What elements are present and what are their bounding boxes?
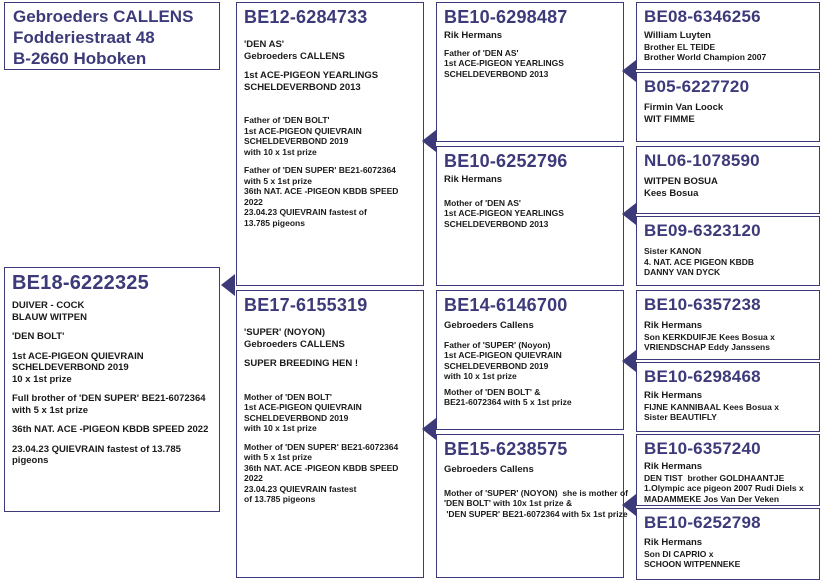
grandsire-maternal-ring: BE14-6146700: [444, 295, 568, 315]
owner-city: B-2660 Hoboken: [13, 49, 147, 68]
subject-name: 'DEN BOLT': [12, 331, 65, 342]
dam-mother-of: Mother of 'DEN BOLT' 1st ACE-PIGEON QUIEVRAIN SCHELDEVERBOND 2019 with 10 x 1st prize: [244, 391, 362, 433]
ggp-4-card: [636, 216, 820, 286]
arrow-gp2-icon: [622, 203, 636, 225]
ggp-1-owner: William Luyten: [644, 30, 711, 41]
dam-card: [236, 290, 424, 578]
subject-achievement: 1st ACE-PIGEON QUIEVRAIN SCHELDEVERBOND 2019 10 x 1st prize: [12, 350, 144, 385]
ggp-2-note: Firmin Van Loock WIT FIMME: [644, 102, 724, 125]
subject-national: 36th NAT. ACE -PIGEON KBDB SPEED 2022: [12, 424, 209, 435]
ggp-6-ring: BE10-6298468: [644, 367, 761, 386]
ggp-5-card: [636, 290, 820, 360]
ggp-8-ring: BE10-6252798: [644, 513, 761, 532]
subject-description: DUIVER - COCK BLAUW WITPEN: [12, 300, 87, 323]
dam-note: SUPER BREEDING HEN !: [244, 358, 359, 369]
ggp-8-card: [636, 508, 820, 580]
subject-brother: Full brother of 'DEN SUPER' BE21-6072364 with 5 x 1st prize: [12, 393, 206, 416]
granddam-paternal-ring: BE10-6252796: [444, 151, 568, 171]
sire-father-of: Father of 'DEN BOLT' 1st ACE-PIGEON QUIEVRAIN SCHELDEVERBOND 2019 with 10 x 1st prize: [244, 115, 362, 157]
subject-card: [4, 267, 220, 512]
ggp-7-owner: Rik Hermans: [644, 461, 703, 472]
ggp-1-card: [636, 2, 820, 70]
granddam-maternal-ring: BE15-6238575: [444, 439, 568, 459]
sire-name: 'DEN AS' Gebroeders CALLENS: [244, 39, 345, 62]
ggp-5-note: Son KERKDUIFJE Kees Bosua x VRIENDSCHAP Eddy Janssens: [644, 331, 775, 352]
ggp-2-card: [636, 72, 820, 142]
sire-achievement: 1st ACE-PIGEON YEARLINGS SCHELDEVERBOND 2013: [244, 70, 379, 93]
arrow-gp3-icon: [622, 350, 636, 372]
dam-mother-of-super: Mother of 'DEN SUPER' BE21-6072364 with 5 x 1st prize 36th NAT. ACE -PIGEON KBDB SPEED 2022 23.04.23 QUIEVRAIN fastest of 13.785 pigeons: [244, 441, 399, 504]
ggp-1-note: Brother EL TEIDE Brother World Champion 2007: [644, 41, 767, 62]
grandsire-maternal-card: [436, 290, 624, 430]
owner-name: Gebroeders CALLENS: [13, 7, 194, 26]
arrow-gp4-icon: [622, 494, 636, 516]
ggp-6-note: FIJNE KANNIBAAL Kees Bosua x Sister BEAUTIFLY: [644, 401, 779, 422]
granddam-paternal-owner: Rik Hermans: [444, 174, 503, 185]
ggp-5-owner: Rik Hermans: [644, 320, 703, 331]
sire-ring: BE12-6284733: [244, 7, 368, 27]
ggp-5-ring: BE10-6357238: [644, 295, 761, 314]
ggp-3-note: WITPEN BOSUA Kees Bosua: [644, 176, 718, 199]
granddam-paternal-card: [436, 146, 624, 286]
arrow-subject-icon: [221, 274, 235, 296]
ggp-4-note: Sister KANON 4. NAT. ACE PIGEON KBDB DANNY VAN DYCK: [644, 246, 755, 277]
grandsire-maternal-owner: Gebroeders Callens: [444, 320, 534, 331]
ggp-2-ring: B05-6227720: [644, 77, 750, 96]
arrow-sire-icon: [422, 130, 436, 152]
ggp-6-owner: Rik Hermans: [644, 390, 703, 401]
ggp-8-note: Son DI CAPRIO x SCHOON WITPENNEKE: [644, 548, 741, 569]
owner-street: Fodderiestraat 48: [13, 28, 155, 47]
ggp-7-ring: BE10-6357240: [644, 439, 761, 458]
grandsire-paternal-note: Father of 'DEN AS' 1st ACE-PIGEON YEARLINGS SCHELDEVERBOND 2013: [444, 47, 564, 79]
ggp-1-ring: BE08-6346256: [644, 7, 761, 26]
grandsire-maternal-note-2: Mother of 'DEN BOLT' & BE21-6072364 with 5 x 1st prize: [444, 386, 572, 407]
sire-father-of-super: Father of 'DEN SUPER' BE21-6072364 with 5 x 1st prize 36th NAT. ACE -PIGEON KBDB SPEED 2022 23.04.23 QUIEVRAIN fastest of 13.785 pigeons: [244, 165, 399, 228]
owner-address: [4, 2, 220, 70]
ggp-3-card: [636, 146, 820, 214]
sire-card: [236, 2, 424, 286]
grandsire-paternal-card: [436, 2, 624, 142]
grandsire-paternal-owner: Rik Hermans: [444, 30, 503, 41]
dam-name: 'SUPER' (NOYON) Gebroeders CALLENS: [244, 327, 345, 350]
granddam-paternal-note: Mother of 'DEN AS' 1st ACE-PIGEON YEARLINGS SCHELDEVERBOND 2013: [444, 197, 564, 229]
granddam-maternal-owner: Gebroeders Callens: [444, 464, 534, 475]
ggp-7-card: [636, 434, 820, 506]
subject-fastest: 23.04.23 QUIEVRAIN fastest of 13.785 pigeons: [12, 443, 181, 466]
grandsire-paternal-ring: BE10-6298487: [444, 7, 568, 27]
dam-ring: BE17-6155319: [244, 295, 368, 315]
arrow-dam-icon: [422, 418, 436, 440]
ggp-3-ring: NL06-1078590: [644, 151, 760, 170]
ggp-7-note: DEN TIST brother GOLDHAANTJE 1.Olympic ace pigeon 2007 Rudi Diels x MADAMMEKE Jos Van Der Veken: [644, 472, 804, 504]
subject-ring: BE18-6222325: [12, 272, 149, 294]
arrow-gp1-icon: [622, 60, 636, 82]
ggp-6-card: [636, 362, 820, 432]
granddam-maternal-card: [436, 434, 628, 578]
ggp-4-ring: BE09-6323120: [644, 221, 761, 240]
grandsire-maternal-note: Father of 'SUPER' (Noyon) 1st ACE-PIGEON QUIEVRAIN SCHELDEVERBOND 2019 with 10 x 1st prize: [444, 339, 562, 381]
ggp-8-owner: Rik Hermans: [644, 537, 703, 548]
granddam-maternal-note: Mother of 'SUPER' (NOYON) she is mother of 'DEN BOLT' with 10x 1st prize & 'DEN SUPER' BE21-6072364 with 5x 1st prize: [444, 487, 628, 519]
